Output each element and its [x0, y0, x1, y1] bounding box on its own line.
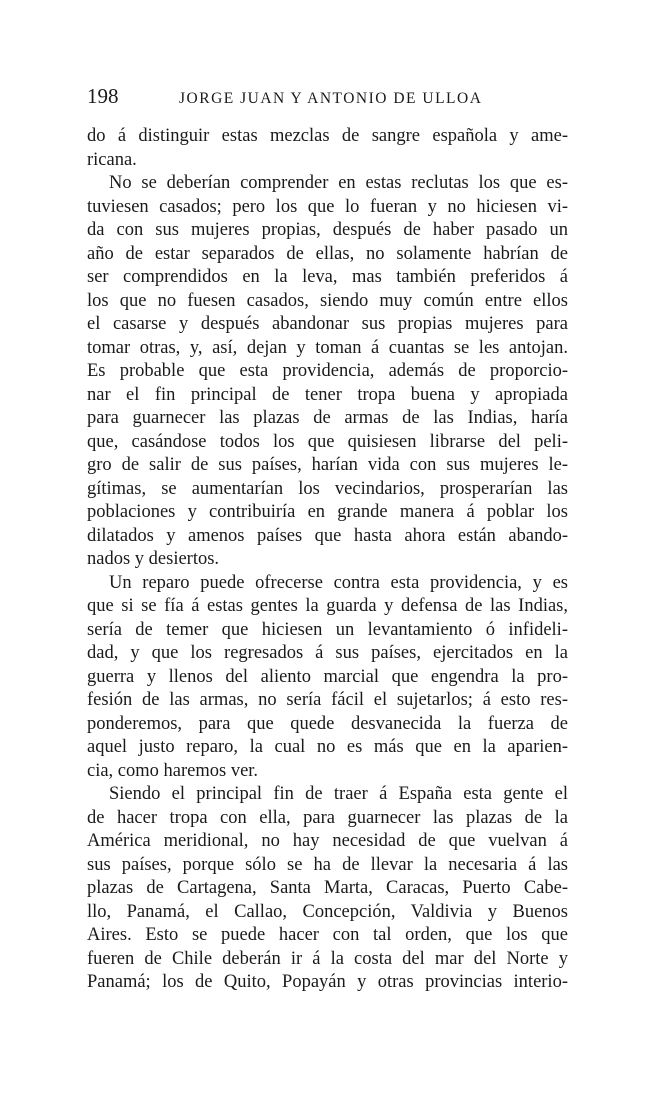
- text-line: Siendo el principal fin de traer á España esta gente el: [109, 784, 568, 804]
- text-line: para guarnecer las plazas de armas de las Indias, haría: [87, 408, 568, 428]
- text-line: ponderemos, para que quede desvanecida la fuerza de: [87, 713, 568, 734]
- text-line: Es probable que esta providencia, además de proporcio-: [87, 361, 568, 381]
- text-line: cia, como haremos ver.: [87, 760, 259, 781]
- text-line: que si se fía á estas gentes la guarda y defensa de las Indias,: [87, 596, 568, 616]
- page-number: 198: [87, 84, 119, 108]
- text-line: dilatados y amenos países que hasta ahora están abando-: [87, 525, 568, 546]
- text-line: gítimas, se aumentarían los vecindarios, prosperarían las: [87, 478, 568, 499]
- text-line: nados y desiertos.: [87, 549, 220, 569]
- text-line: No se deberían comprender en estas reclutas los que es-: [109, 173, 568, 193]
- text-line: América meridional, no hay necesidad de que vuelvan á: [87, 831, 568, 851]
- text-line: año de estar separados de ellas, no solamente habrían de: [87, 243, 568, 264]
- text-line: Panamá; los de Quito, Popayán y otras provincias interio-: [87, 972, 568, 992]
- text-line: fueren de Chile deberán ir á la costa del mar del Norte y: [87, 948, 568, 969]
- text-line: Aires. Esto se puede hacer con tal orden, que los que: [87, 925, 568, 945]
- text-line: los que no fuesen casados, siendo muy común entre ellos: [87, 290, 568, 311]
- text-line: guerra y llenos del aliento marcial que engendra la pro-: [87, 666, 568, 687]
- text-line: dad, y que los regresados á sus países, ejercitados en la: [87, 643, 568, 663]
- text-line: tuviesen casados; pero los que lo fueran y no hiciesen vi-: [87, 196, 568, 217]
- text-line: de hacer tropa con ella, para guarnecer las plazas de la: [87, 807, 568, 828]
- text-line: sus países, porque sólo se ha de llevar la necesaria á las: [87, 854, 568, 875]
- text-line: gro de salir de sus países, harían vida con sus mujeres le-: [87, 455, 568, 475]
- text-line: sería de temer que hiciesen un levantamiento ó infideli-: [87, 619, 568, 640]
- text-line: da con sus mujeres propias, después de haber pasado un: [87, 220, 568, 240]
- text-line: Un reparo puede ofrecerse contra esta providencia, y es: [109, 572, 568, 593]
- text-line: aquel justo reparo, la cual no es más que en la aparien-: [87, 737, 568, 757]
- page-header: [87, 84, 567, 112]
- text-body: [87, 125, 568, 995]
- text-line: nar el fin principal de tener tropa buena y apropiada: [87, 384, 568, 405]
- text-line: llo, Panamá, el Callao, Concepción, Valdivia y Buenos: [87, 901, 568, 922]
- text-line: fesión de las armas, no sería fácil el sujetarlos; á esto res-: [87, 690, 568, 710]
- running-head: JORGE JUAN Y ANTONIO DE ULLOA: [179, 90, 483, 107]
- text-line: el casarse y después abandonar sus propias mujeres para: [87, 314, 568, 334]
- text-line: poblaciones y contribuiría en grande manera á poblar los: [87, 502, 568, 522]
- text-line: que, casándose todos los que quisiesen librarse del peli-: [87, 431, 568, 452]
- text-line: ser comprendidos en la leva, mas también preferidos á: [87, 267, 568, 287]
- text-line: ricana.: [87, 149, 137, 170]
- text-line: tomar otras, y, así, dejan y toman á cuantas se les antojan.: [87, 337, 568, 358]
- text-line: do á distinguir estas mezclas de sangre española y ame-: [87, 126, 568, 146]
- text-line: plazas de Cartagena, Santa Marta, Caracas, Puerto Cabe-: [87, 878, 568, 898]
